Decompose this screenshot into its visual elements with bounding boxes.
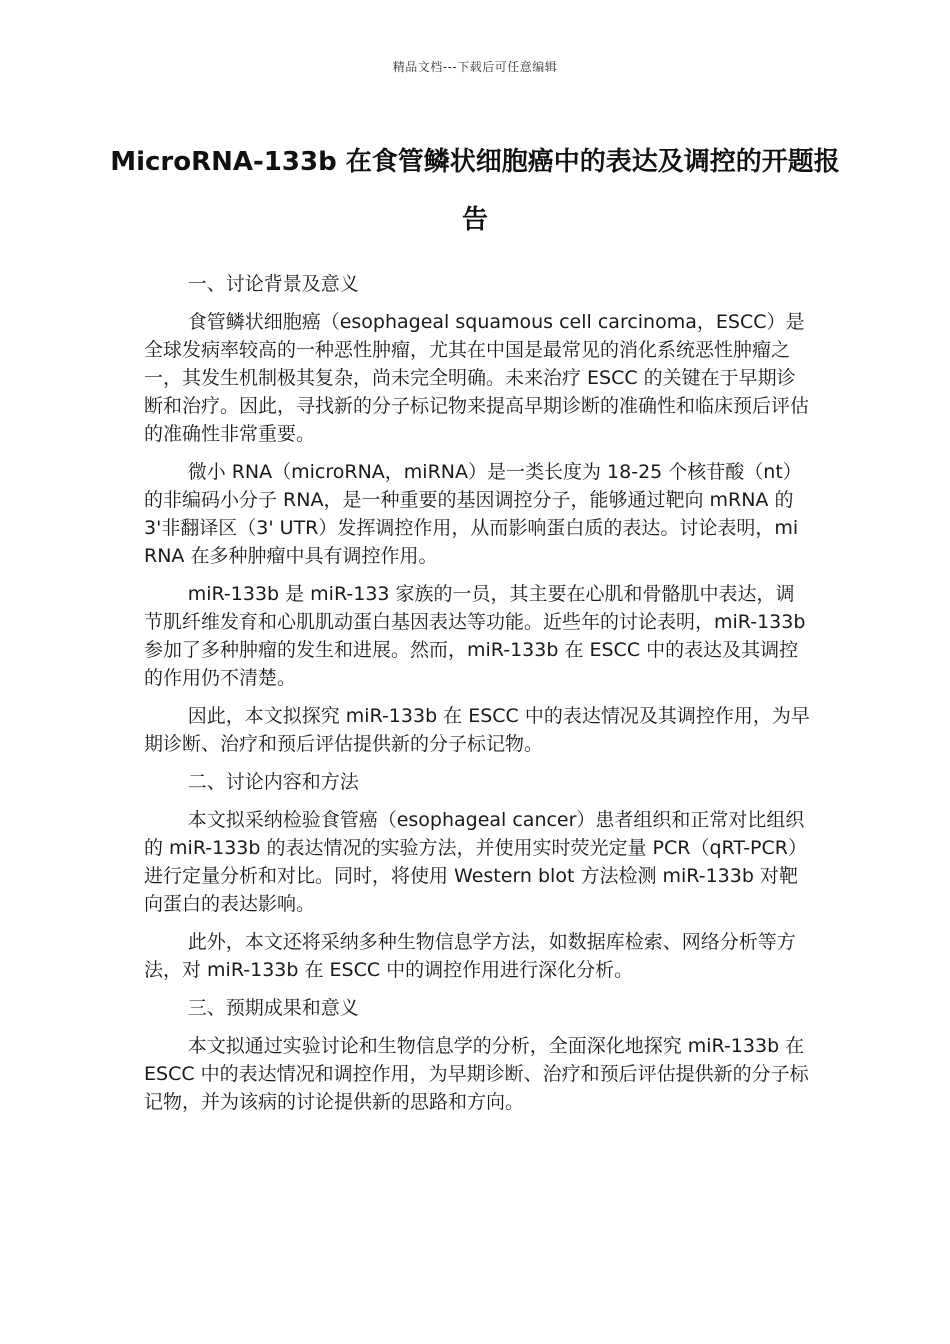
paragraph: 食管鳞状细胞癌（esophageal squamous cell carcinoma，ESCC）是全球发病率较高的一种恶性肿瘤，尤其在中国是最常见的消化系统恶性肿瘤之一，其发生机制极其复杂，尚未完全明确。未来治疗 ESCC 的关键在于早期诊断和治疗。因此，寻找新的分子标记物来提高早期诊断的准确性和临床预后评估的准确性非常重要。: [144, 311, 810, 445]
paragraph: 因此，本文拟探究 miR-133b 在 ESCC 中的表达情况及其调控作用，为早期诊断、治疗和预后评估提供新的分子标记物。: [144, 705, 810, 755]
paragraph: 此外，本文还将采纳多种生物信息学方法，如数据库检索、网络分析等方法，对 miR-133b 在 ESCC 中的调控作用进行深化分析。: [144, 931, 796, 981]
document-body: [144, 270, 810, 1126]
paragraph: miR-133b 是 miR-133 家族的一员，其主要在心肌和骨骼肌中表达，调节肌纤维发育和心肌肌动蛋白基因表达等功能。近些年的讨论表明，miR-133b 参加了多种肿瘤的发生和进展。然而，miR-133b 在 ESCC 中的表达及其调控的作用仍不清楚。: [144, 583, 806, 689]
document-title: MicroRNA-133b 在食管鳞状细胞癌中的表达及调控的开题报告: [110, 147, 840, 235]
section-methods: [144, 768, 810, 984]
paragraph: 本文拟采纳检验食管癌（esophageal cancer）患者组织和正常对比组织的 miR-133b 的表达情况的实验方法，并使用实时荧光定量 PCR（qRT-PCR）进行定量分析和对比。同时，将使用 Western blot 方法检测 miR-133b 对靶向蛋白的表达影响。: [144, 809, 807, 915]
section-heading: 一、讨论背景及意义: [187, 273, 359, 295]
paragraph: 本文拟通过实验讨论和生物信息学的分析，全面深化地探究 miR-133b 在 ESCC 中的表达情况和调控作用，为早期诊断、治疗和预后评估提供新的分子标记物，并为该病的讨论提供新的思路和方向。: [144, 1035, 809, 1113]
section-background: [144, 270, 810, 758]
paragraph: 微小 RNA（microRNA，miRNA）是一类长度为 18-25 个核苷酸（nt）的非编码小分子 RNA，是一种重要的基因调控分子，能够通过靶向 mRNA 的 3'非翻译区（3' UTR）发挥调控作用，从而影响蛋白质的表达。讨论表明，miRNA 在多种肿瘤中具有调控作用。: [144, 461, 802, 567]
section-heading: 二、讨论内容和方法: [187, 771, 359, 793]
section-expected-results: [144, 994, 810, 1116]
section-heading: 三、预期成果和意义: [187, 997, 359, 1019]
page-header-note: 精品文档---下载后可任意编辑: [392, 60, 558, 74]
